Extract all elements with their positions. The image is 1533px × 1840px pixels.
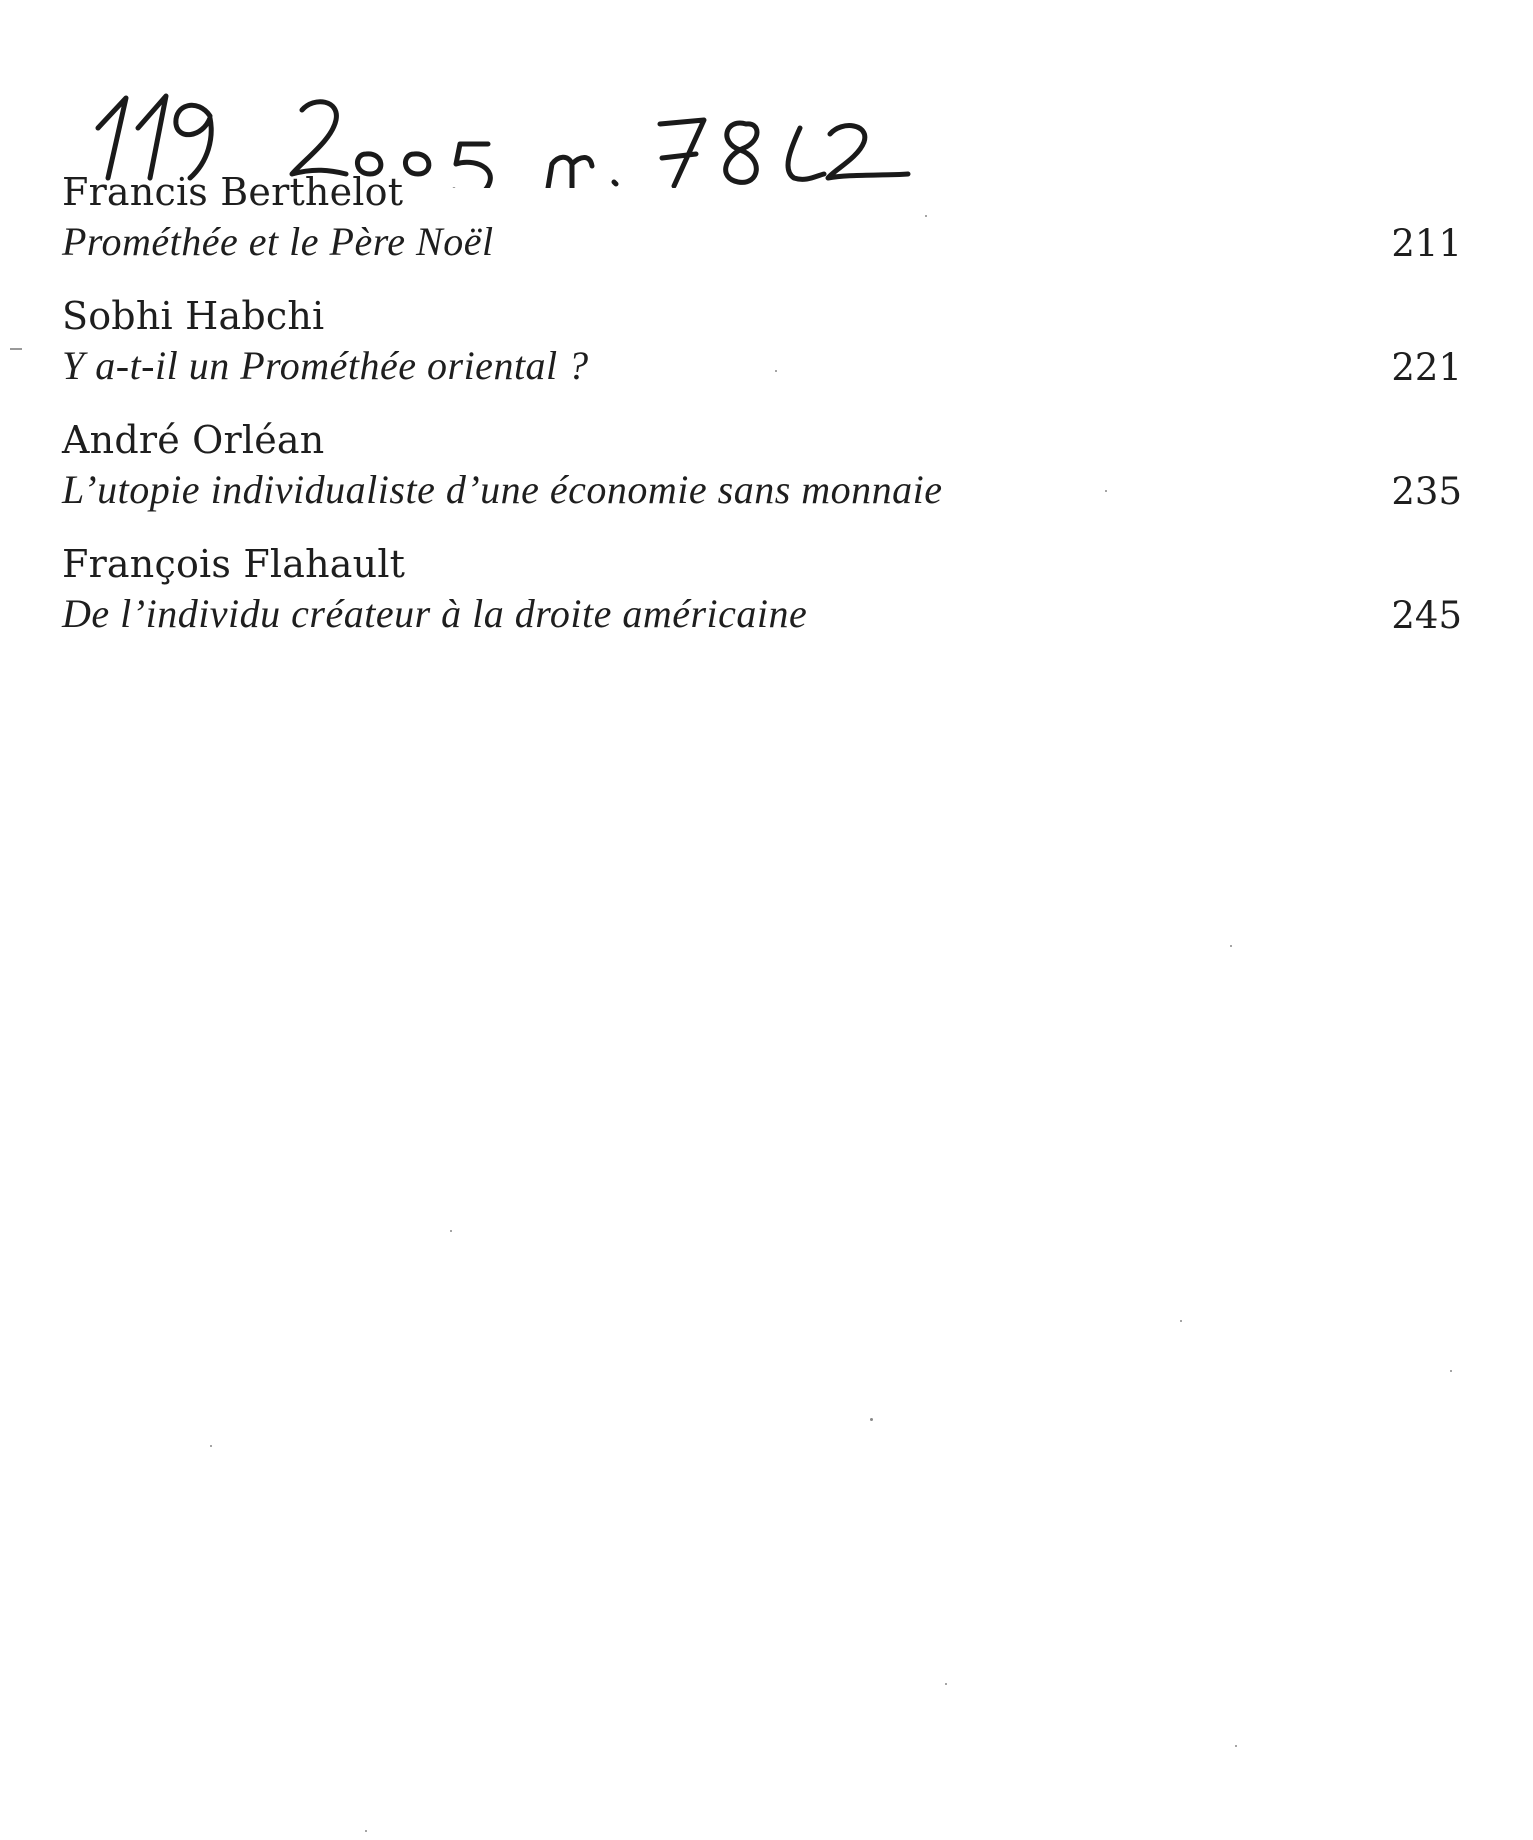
entry-author: Sobhi Habchi: [62, 294, 325, 338]
scan-speck: [775, 370, 777, 372]
entry-page-number: 245: [1391, 594, 1462, 637]
entry-page-number: 221: [1391, 346, 1462, 389]
toc-entry: [62, 418, 1462, 542]
entry-page-number: 235: [1391, 470, 1462, 513]
entry-author: Francis Berthelot: [62, 170, 404, 214]
scan-speck: [450, 1230, 452, 1232]
entry-author: François Flahault: [62, 542, 406, 586]
margin-mark: [10, 348, 22, 350]
entry-title: De l’individu créateur à la droite américaine: [62, 591, 808, 636]
table-of-contents: [62, 170, 1462, 666]
scan-speck: [925, 215, 927, 217]
entry-title: Y a-t-il un Prométhée oriental ?: [62, 343, 589, 388]
entry-title: Prométhée et le Père Noël: [62, 219, 494, 264]
scan-speck: [1235, 1745, 1237, 1747]
entry-page-number: 211: [1391, 222, 1462, 265]
scan-speck: [1230, 945, 1232, 947]
scan-speck: [365, 1830, 367, 1832]
scan-speck: [210, 1445, 212, 1447]
toc-entry: [62, 294, 1462, 418]
toc-entry: [62, 542, 1462, 666]
scan-speck: [945, 1683, 947, 1685]
toc-entry: [62, 170, 1462, 294]
scan-speck: [1180, 1320, 1182, 1322]
scan-speck: [1450, 1370, 1452, 1372]
entry-title: L’utopie individualiste d’une économie sans monnaie: [62, 467, 943, 512]
scan-speck: [870, 1418, 873, 1421]
entry-author: André Orléan: [62, 418, 325, 462]
scan-speck: [1105, 490, 1107, 492]
